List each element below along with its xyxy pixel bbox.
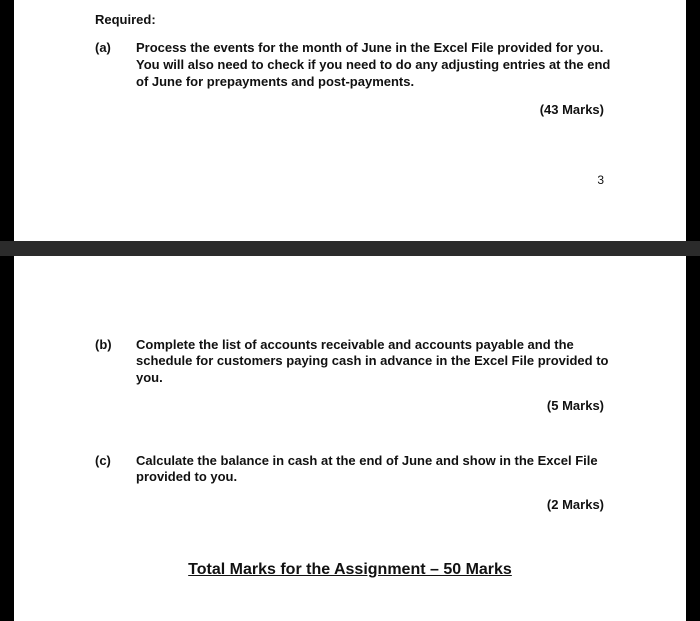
- part-c-label: (c): [95, 453, 111, 468]
- part-a-line-1: Process the events for the month of June in the Excel File provided for you.: [136, 40, 604, 55]
- part-a-line-3: of June for prepayments and post-payments.: [136, 74, 415, 89]
- part-a-label: (a): [95, 40, 111, 55]
- part-b-marks: (5 Marks): [546, 398, 604, 413]
- part-a-line-2: You will also need to check if you need to do any adjusting entries at the end: [136, 57, 611, 72]
- part-b-line-1: Complete the list of accounts receivable and accounts payable and the: [136, 337, 574, 352]
- part-c-line-2: provided to you.: [136, 469, 238, 484]
- required-heading: Required:: [95, 12, 156, 27]
- page-number: 3: [597, 173, 604, 187]
- part-b-label: (b): [95, 337, 112, 352]
- part-b-line-2: schedule for customers paying cash in advance in the Excel File provided to: [136, 353, 609, 368]
- total-marks: Total Marks for the Assignment – 50 Marks: [188, 561, 512, 578]
- document-page-2: [14, 256, 686, 621]
- document-page-1: [14, 0, 686, 241]
- page-separator: [0, 241, 700, 256]
- part-c-line-1: Calculate the balance in cash at the end of June and show in the Excel File: [136, 453, 598, 468]
- part-b-line-3: you.: [136, 370, 163, 385]
- part-c-marks: (2 Marks): [546, 497, 604, 512]
- part-a-marks: (43 Marks): [539, 102, 604, 117]
